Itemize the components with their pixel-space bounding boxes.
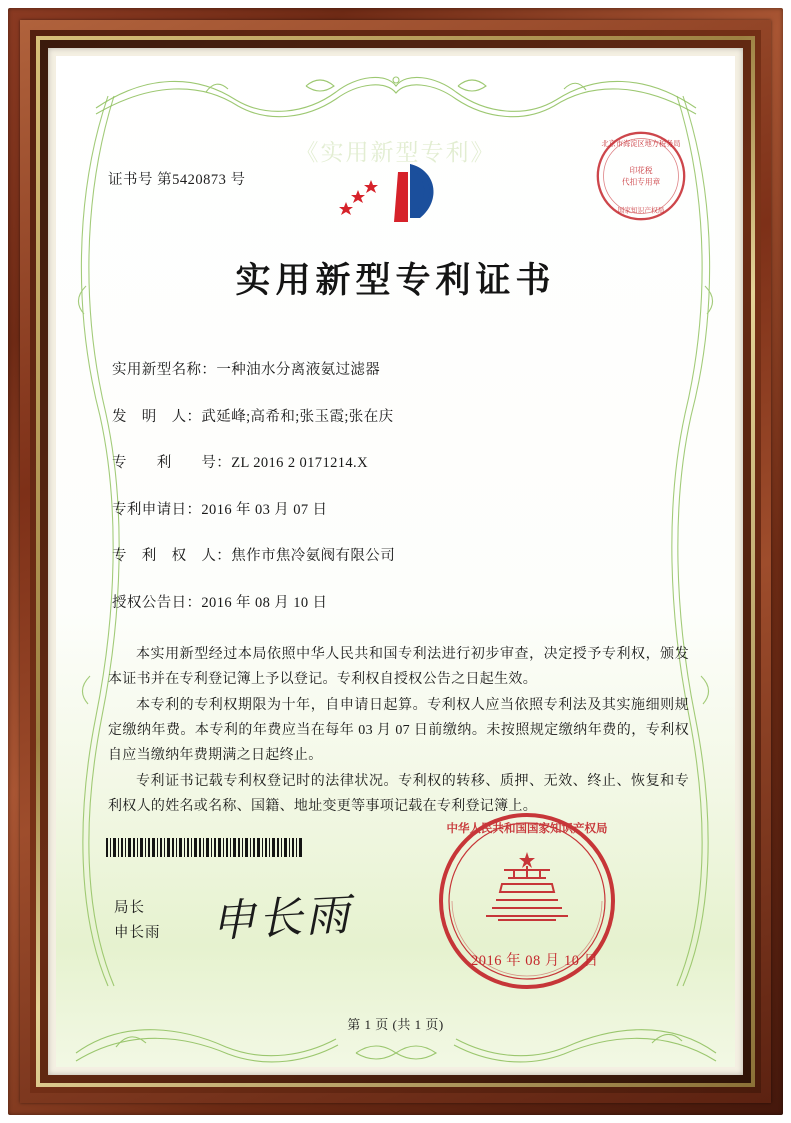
field-patent-number: [112, 451, 683, 472]
label-utility-model-name: 实用新型名称：: [112, 362, 217, 378]
certificate-content: [56, 56, 735, 1067]
svg-text:中华人民共和国国家知识产权局: 中华人民共和国国家知识产权局: [446, 821, 608, 835]
fields-list: [112, 358, 683, 637]
director-name: 申长雨: [114, 925, 161, 941]
label-patentee: 专 利 权 人：: [112, 548, 232, 564]
seal-date: 2016 年 08 月 10 日: [471, 953, 599, 969]
field-utility-model-name: [112, 358, 683, 379]
value-patentee: 焦作市焦冷氨阀有限公司: [231, 548, 396, 564]
label-inventors: 发 明 人：: [112, 408, 202, 425]
legal-paragraph-3: 专利证书记载专利权登记时的法律状况。专利权的转移、质押、无效、终止、恢复和专利权人的姓名或名称、国籍、地址变更等事项记载在专利登记簿上。: [108, 774, 689, 814]
director-signature: 申长雨: [209, 889, 354, 948]
legal-text: [108, 642, 689, 820]
certificate-paper: [56, 56, 735, 1067]
svg-text:北京市海淀区地方税务局: 北京市海淀区地方税务局: [601, 139, 681, 149]
field-inventors: [112, 405, 683, 426]
value-utility-model-name: 一种油水分离液氨过滤器: [216, 362, 381, 378]
page-number: 第 1 页 (共 1 页): [347, 1017, 444, 1032]
director-label: 局长: [114, 900, 145, 916]
legal-paragraph-2: 本专利的专利权期限为十年，自申请日起算。专利权人应当依照专利法及其实施细则规定缴纳年费。本专利的年费应当在每年 03 月 07 日前缴纳。未按照规定缴纳年费的，专利权自应当缴纳年费期满之日起终止。: [108, 698, 689, 763]
director-block: [114, 896, 161, 946]
ghost-watermark-title: 《实用新型专利》: [295, 139, 496, 165]
field-grant-announcement-date: [112, 591, 683, 612]
field-application-date: [112, 498, 683, 519]
value-inventors: 武延峰;高希和;张玉霞;张在庆: [201, 408, 394, 425]
certificate-barcode: [106, 838, 302, 857]
legal-paragraph-1: 本实用新型经过本局依照中华人民共和国专利法进行初步审查，决定授予专利权，颁发本证书并在专利登记簿上予以登记。专利权自授权公告之日起生效。: [108, 647, 689, 687]
label-grant-announcement-date: 授权公告日：: [112, 594, 202, 611]
local-patent-office-seal: [593, 128, 689, 224]
svg-text:印花税: 印花税: [629, 166, 653, 176]
value-grant-announcement-date: 2016 年 08 月 10 日: [201, 594, 328, 611]
value-application-date: 2016 年 03 月 07 日: [201, 501, 328, 518]
certificate-number: 证书号 第5420873 号: [108, 172, 246, 188]
value-patent-number: ZL 2016 2 0171214.X: [231, 455, 368, 471]
svg-text:代扣专用章: 代扣专用章: [621, 177, 661, 187]
label-application-date: 专利申请日：: [112, 501, 202, 518]
field-patentee: [112, 544, 683, 565]
label-patent-number: 专 利 号：: [112, 455, 232, 471]
patent-office-logo-icon: [336, 156, 456, 236]
svg-text:国家知识产权局: 国家知识产权局: [617, 206, 665, 215]
page-title: 实用新型专利证书: [235, 261, 556, 301]
